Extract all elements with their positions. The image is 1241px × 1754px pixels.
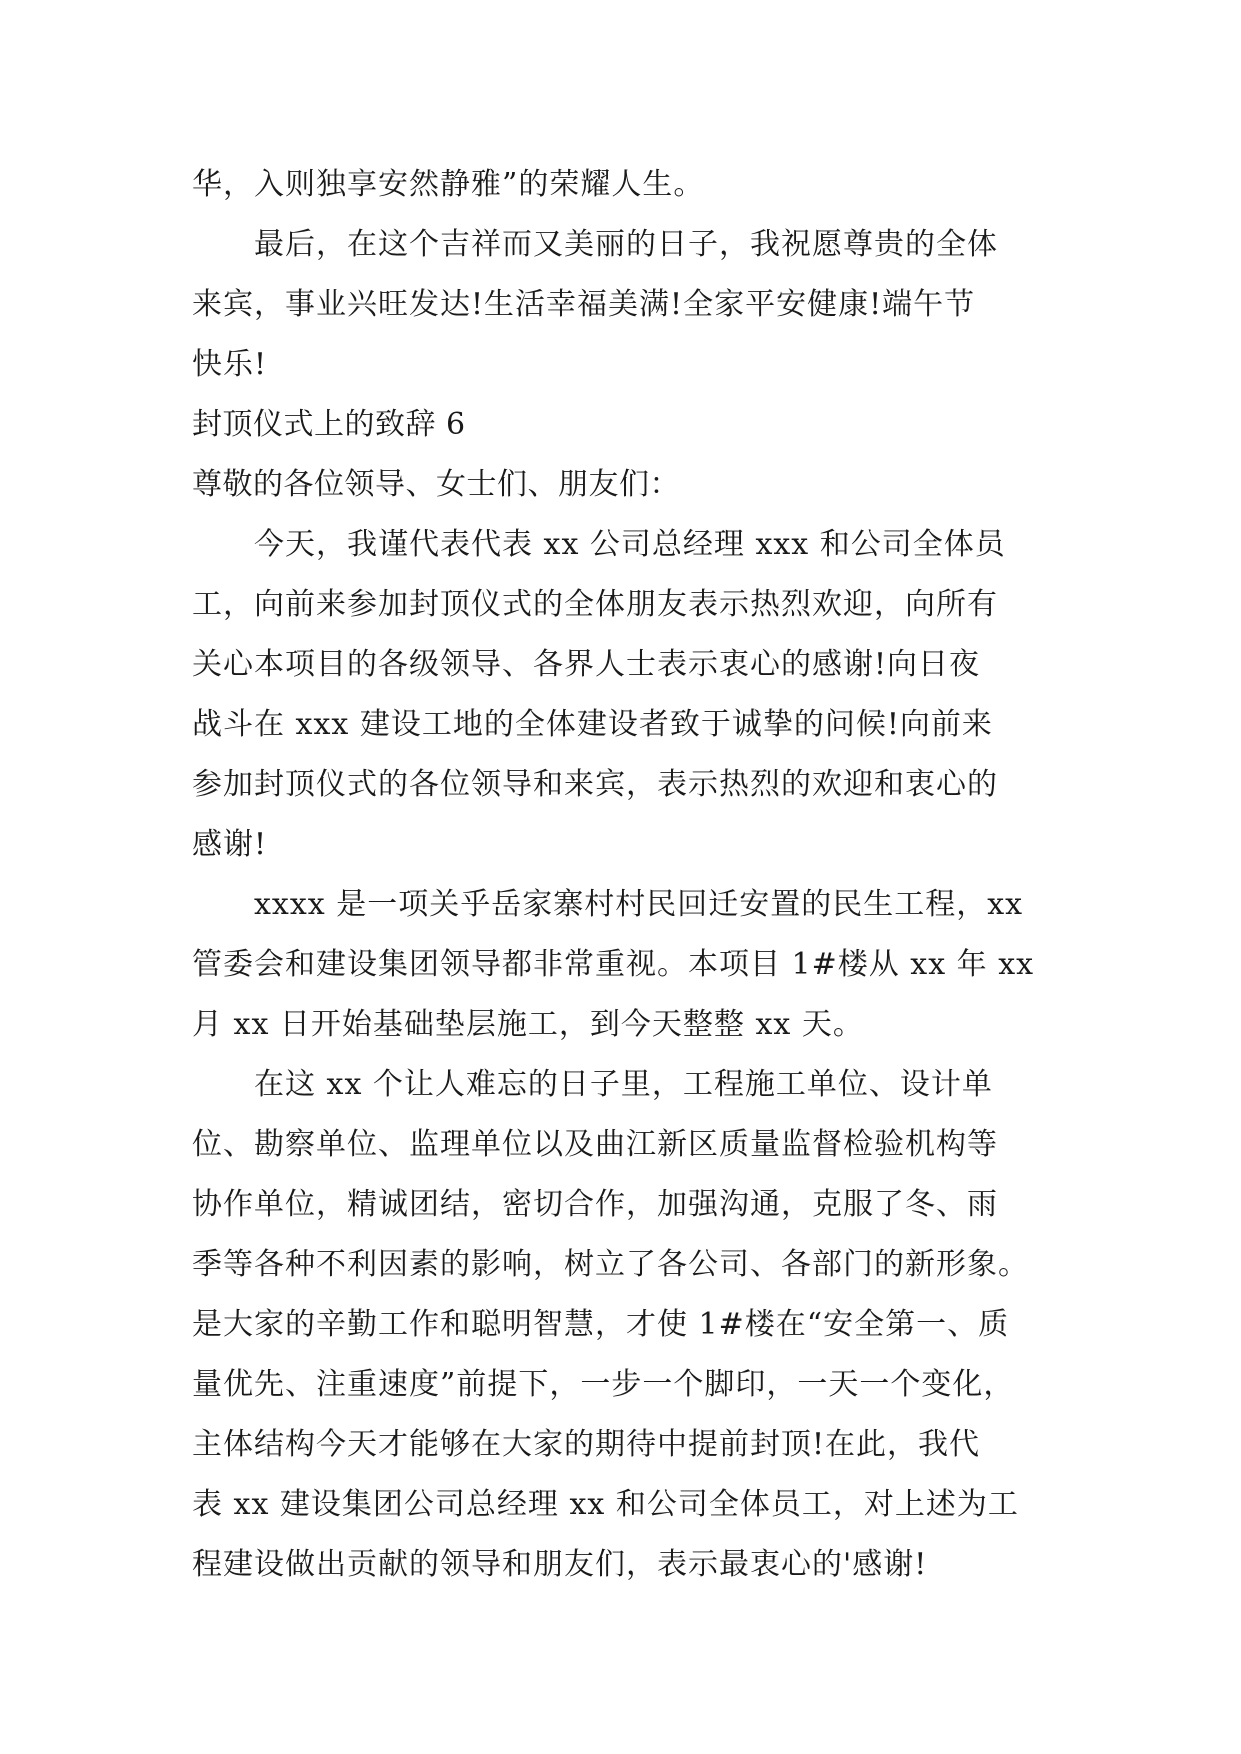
- text-line: 在这 xx 个让人难忘的日子里，工程施工单位、设计单: [254, 1067, 993, 1102]
- text-line: 关心本项目的各级领导、各界人士表示衷心的感谢!向日夜: [192, 647, 981, 682]
- text-line: 主体结构今天才能够在大家的期待中提前封顶!在此，我代: [192, 1427, 981, 1462]
- text-line: 快乐!: [192, 347, 268, 382]
- salutation: 尊敬的各位领导、女士们、朋友们：: [192, 467, 680, 502]
- text-line: 感谢!: [192, 827, 268, 862]
- section-title: 封顶仪式上的致辞 6: [192, 407, 466, 442]
- text-line: 季等各种不利因素的影响，树立了各公司、各部门的新形象。: [192, 1247, 1029, 1282]
- text-line: 最后，在这个吉祥而又美丽的日子，我祝愿尊贵的全体: [254, 227, 998, 262]
- text-line: xxxx 是一项关乎岳家寨村村民回迁安置的民生工程，xx: [254, 887, 1024, 922]
- text-line: 月 xx 日开始基础垫层施工，到今天整整 xx 天。: [192, 1007, 864, 1042]
- text-line: 量优先、注重速度”前提下，一步一个脚印，一天一个变化，: [192, 1367, 1015, 1402]
- text-line: 参加封顶仪式的各位领导和来宾，表示热烈的欢迎和衷心的: [192, 767, 998, 802]
- document-page: [192, 155, 1050, 1595]
- text-line: 战斗在 xxx 建设工地的全体建设者致于诚挚的问候!向前来: [192, 707, 993, 742]
- text-line: 工，向前来参加封顶仪式的全体朋友表示热烈欢迎，向所有: [192, 587, 998, 622]
- text-line: 程建设做出贡献的领导和朋友们，表示最衷心的'感谢!: [192, 1547, 928, 1582]
- text-line: 管委会和建设集团领导都非常重视。本项目 1#楼从 xx 年 xx: [192, 947, 1035, 982]
- text-line: 协作单位，精诚团结，密切合作，加强沟通，克服了冬、雨: [192, 1187, 998, 1222]
- text-line: 是大家的辛勤工作和聪明智慧，才使 1#楼在“安全第一、质: [192, 1307, 1010, 1342]
- text-line: 华，入则独享安然静雅”的荣耀人生。: [192, 167, 705, 202]
- text-line: 来宾，事业兴旺发达!生活幸福美满!全家平安健康!端午节: [192, 287, 976, 322]
- text-line: 今天，我谨代表代表 xx 公司总经理 xxx 和公司全体员: [254, 527, 1006, 562]
- text-line: 表 xx 建设集团公司总经理 xx 和公司全体员工，对上述为工: [192, 1487, 1019, 1522]
- text-line: 位、勘察单位、监理单位以及曲江新区质量监督检验机构等: [192, 1127, 998, 1162]
